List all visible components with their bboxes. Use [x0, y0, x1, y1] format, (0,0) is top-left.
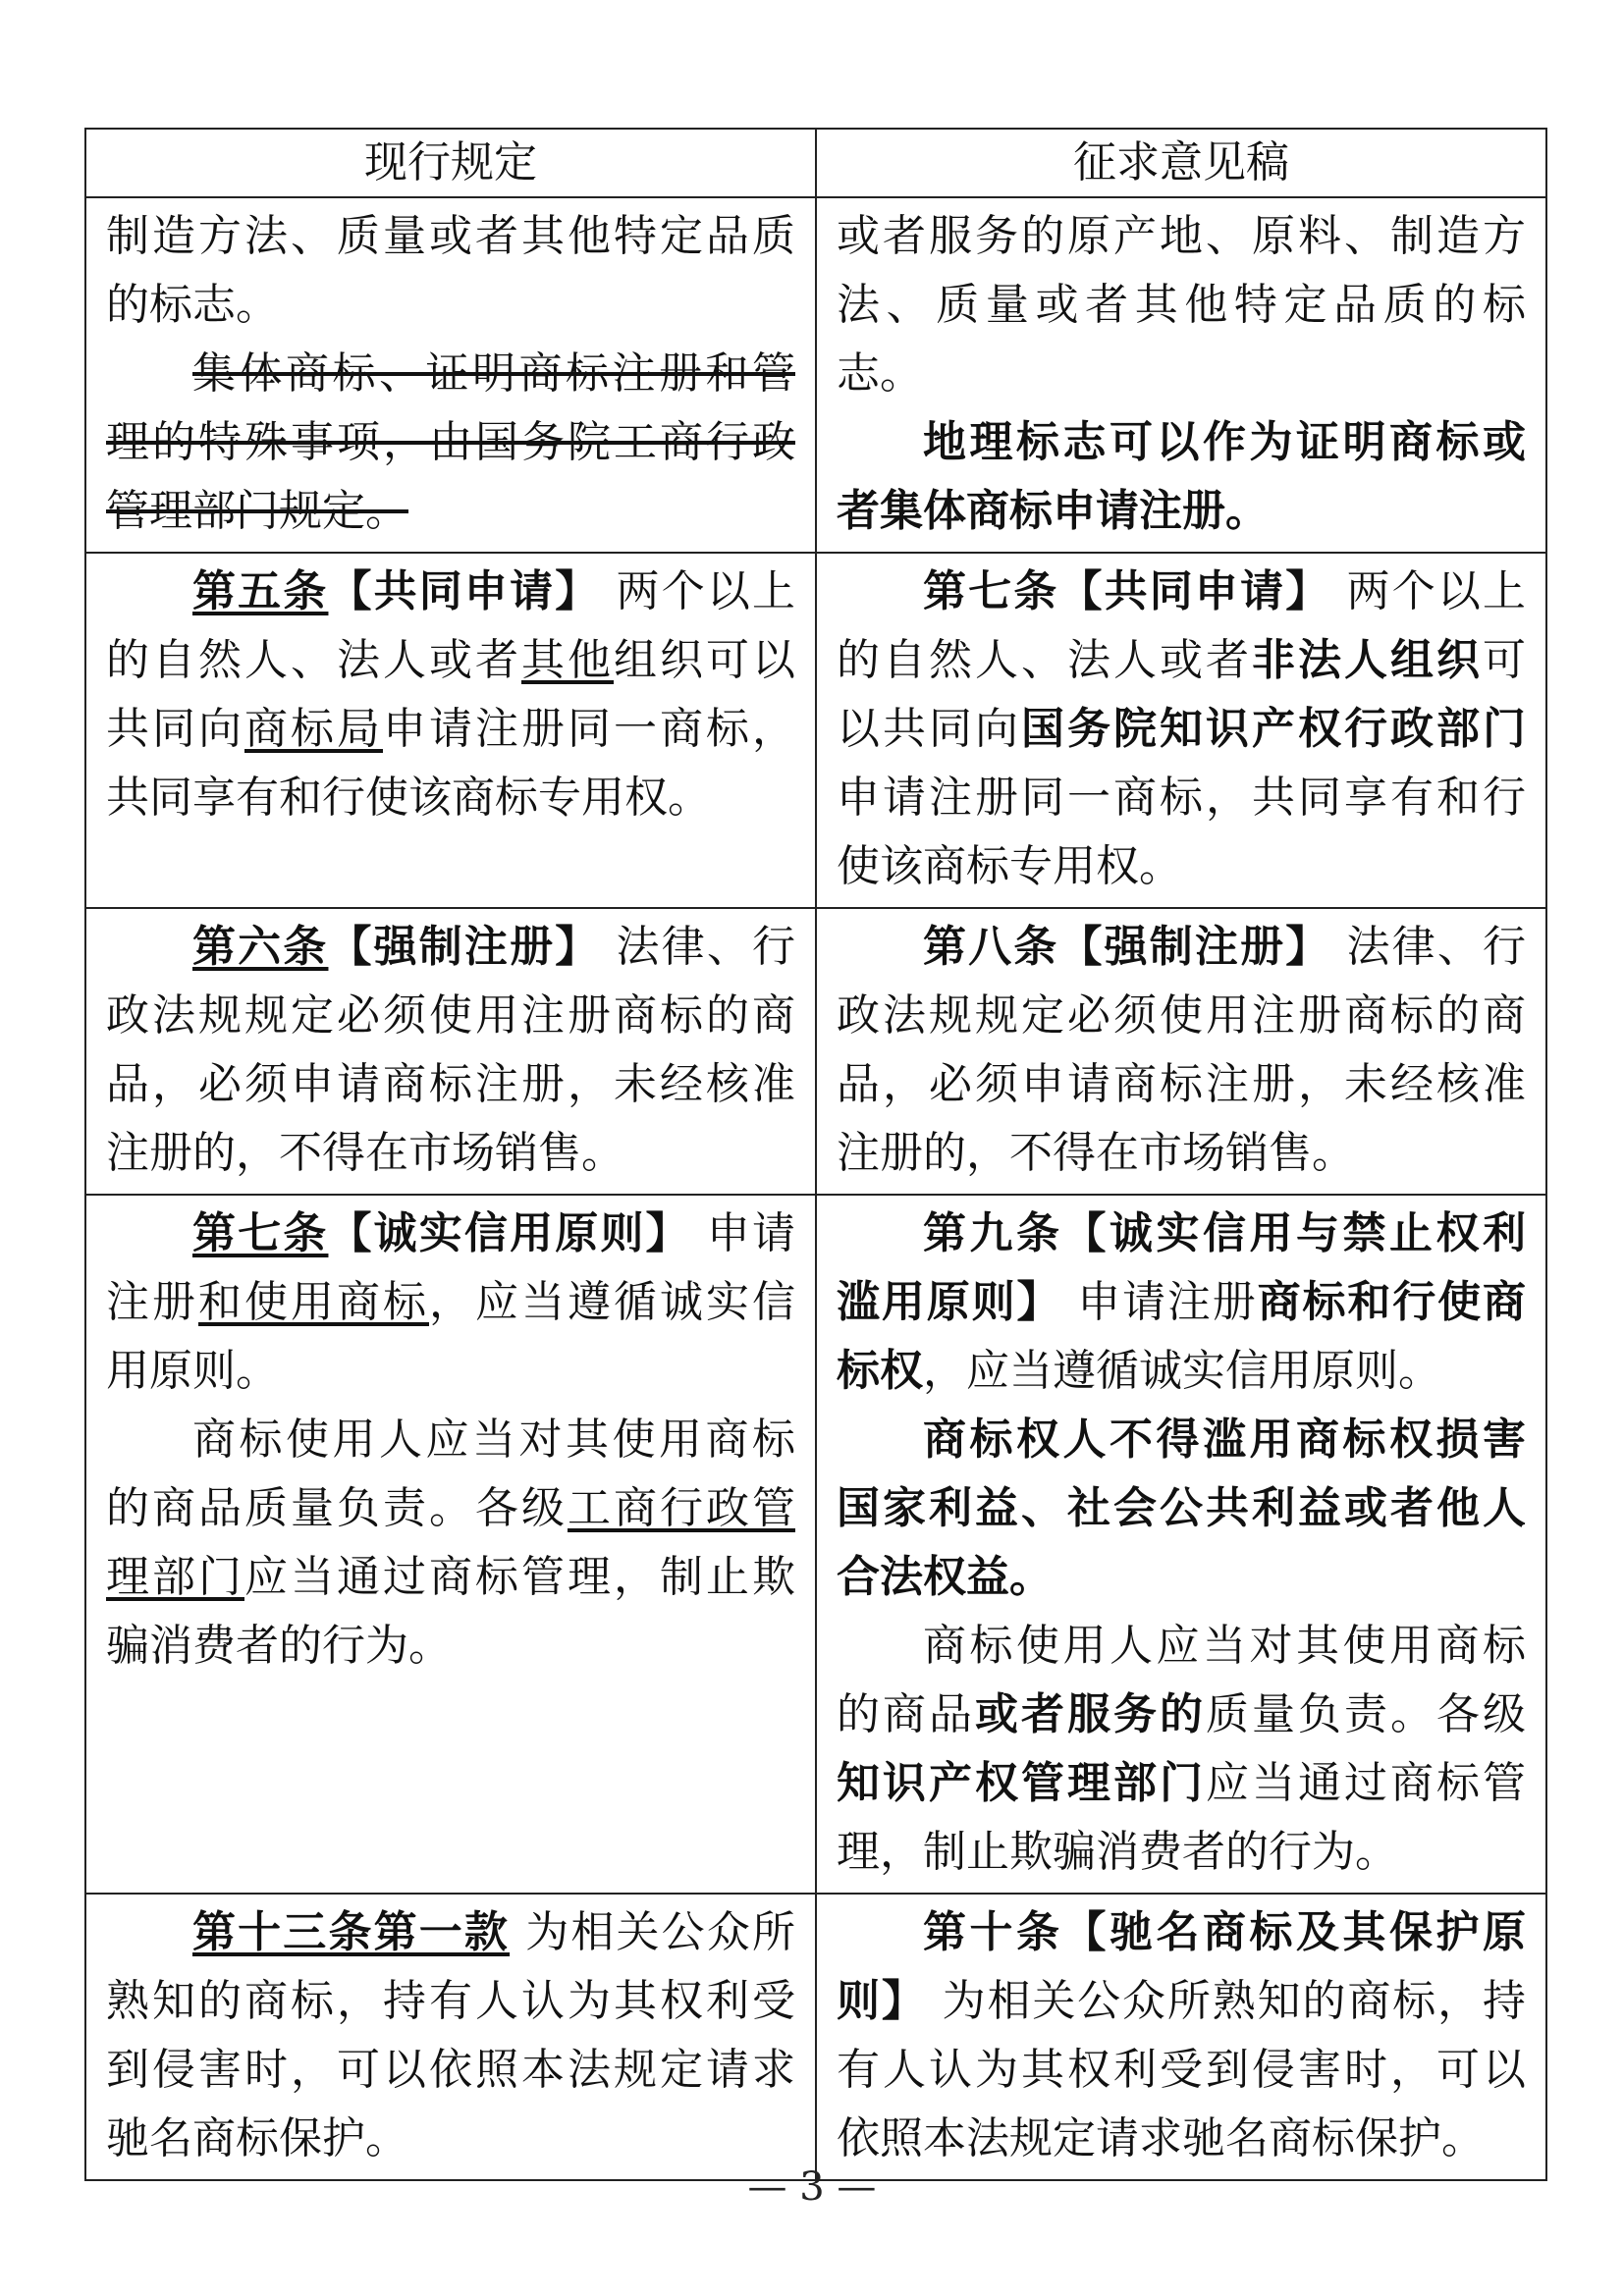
bold-text: 或者服务的 [975, 1689, 1206, 1739]
paragraph [837, 1200, 1526, 1406]
article-heading: 【驰名商标及其保护原则】 [837, 1907, 1526, 2026]
text: ，应当遵循诚实信用原则。 [923, 1346, 1441, 1396]
comparison-table [84, 128, 1547, 2181]
table-row [85, 197, 1546, 553]
text: 组织可以共同向 [106, 635, 795, 754]
deleted-paragraph: 集体商标、证明商标注册和管理的特殊事项，由国务院工商行政管理部门规定。 [106, 348, 795, 536]
text: 质量负责。各级 [1206, 1689, 1526, 1739]
table-row [85, 1894, 1546, 2180]
text: 两个以上的自然人、法人或者 [837, 566, 1527, 685]
paragraph: 制造方法、质量或者其他特定品质的标志。 [106, 211, 795, 330]
table-row [85, 553, 1546, 908]
table-row [85, 908, 1546, 1195]
text: 申请注册 [106, 1208, 795, 1327]
bold-text: 国务院知识产权行政部门 [1021, 704, 1526, 754]
paragraph [106, 1200, 795, 1406]
page-number: — 3 — [747, 2164, 877, 2210]
text: 两个以上的自然人、法人或者 [106, 566, 796, 685]
paragraph: 或者服务的原产地、原料、制造方法、质量或者其他特定品质的标志。 [837, 211, 1526, 399]
text: 法律、行政法规规定必须使用注册商标的商品，必须申请商标注册，未经核准注册的，不得在市场销售。 [837, 922, 1527, 1178]
article-heading: 【共同申请】 [1058, 566, 1331, 616]
article-number: 第六条 [192, 922, 329, 972]
article-number: 第十三条第一款 [192, 1907, 511, 1957]
text: 商标使用人应当对其使用商标的商品质量负责。各级 [106, 1415, 795, 1533]
header-row [85, 129, 1546, 197]
article-number: 第八条 [923, 922, 1059, 972]
article-number: 第五条 [192, 566, 329, 616]
article-number: 第七条 [923, 566, 1059, 616]
cell-current [85, 908, 816, 1195]
cell-current [85, 1894, 816, 2180]
cell-draft [816, 197, 1546, 553]
cell-current [85, 553, 816, 908]
text: 应当通过商标管理，制止欺骗消费者的行为。 [106, 1552, 795, 1671]
paragraph [837, 913, 1526, 1188]
text: 为相关公众所熟知的商标，持有人认为其权利受到侵害时，可以依照本法规定请求驰名商标保护。 [837, 1976, 1526, 2163]
table-row [85, 1195, 1546, 1894]
paragraph [106, 1406, 795, 1681]
paragraph [106, 1898, 795, 2173]
article-number: 第十条 [923, 1907, 1063, 1957]
underlined-text: 商标局 [244, 704, 383, 754]
text: 应当通过商标管理，制止欺骗消费者的行为。 [837, 1758, 1526, 1877]
article-heading: 【诚实信用与禁止权利滥用原则】 [837, 1208, 1526, 1327]
cell-draft [816, 1195, 1546, 1894]
text: 为相关公众所熟知的商标，持有人认为其权利受到侵害时，可以依照本法规定请求驰名商标保护。 [106, 1907, 795, 2163]
cell-draft [816, 908, 1546, 1195]
text: 商标使用人应当对其使用商标的商品 [837, 1621, 1526, 1739]
text: ，应当遵循诚实信用原则。 [106, 1277, 795, 1396]
added-paragraph: 地理标志可以作为证明商标或者集体商标申请注册。 [837, 417, 1526, 536]
bold-text: 商标和行使商标权 [837, 1277, 1527, 1396]
cell-current [85, 1195, 816, 1894]
underlined-text: 和使用商标 [198, 1277, 429, 1327]
paragraph [106, 913, 795, 1188]
article-heading: 【强制注册】 [1058, 922, 1331, 972]
header-current-rules: 现行规定 [85, 129, 816, 197]
article-number: 第七条 [192, 1208, 329, 1258]
article-heading: 【强制注册】 [328, 922, 601, 972]
text: 申请注册同一商标，共同享有和行使该商标专用权。 [837, 773, 1526, 891]
text: 申请注册同一商标，共同享有和行使该商标专用权。 [106, 704, 795, 823]
cell-current [85, 197, 816, 553]
text: 可以共同向 [837, 635, 1526, 754]
paragraph [837, 1898, 1526, 2173]
cell-draft [816, 1894, 1546, 2180]
underlined-text: 工商行政管理部门 [106, 1483, 795, 1602]
bold-text: 非法人组织 [1252, 635, 1483, 685]
paragraph [837, 558, 1526, 901]
header-draft: 征求意见稿 [816, 129, 1546, 197]
cell-draft [816, 553, 1546, 908]
text: 法律、行政法规规定必须使用注册商标的商品，必须申请商标注册，未经核准注册的，不得在市场销售。 [106, 922, 796, 1178]
underlined-text: 其他 [521, 635, 614, 685]
text: 申请注册 [1061, 1277, 1258, 1327]
article-heading: 【诚实信用原则】 [328, 1208, 691, 1258]
bold-text: 知识产权管理部门 [837, 1758, 1206, 1808]
article-number: 第九条 [923, 1208, 1063, 1258]
paragraph [106, 558, 795, 832]
article-heading: 【共同申请】 [328, 566, 601, 616]
paragraph [837, 1612, 1526, 1887]
added-paragraph: 商标权人不得滥用商标权损害国家利益、社会公共利益或者他人合法权益。 [837, 1415, 1526, 1602]
